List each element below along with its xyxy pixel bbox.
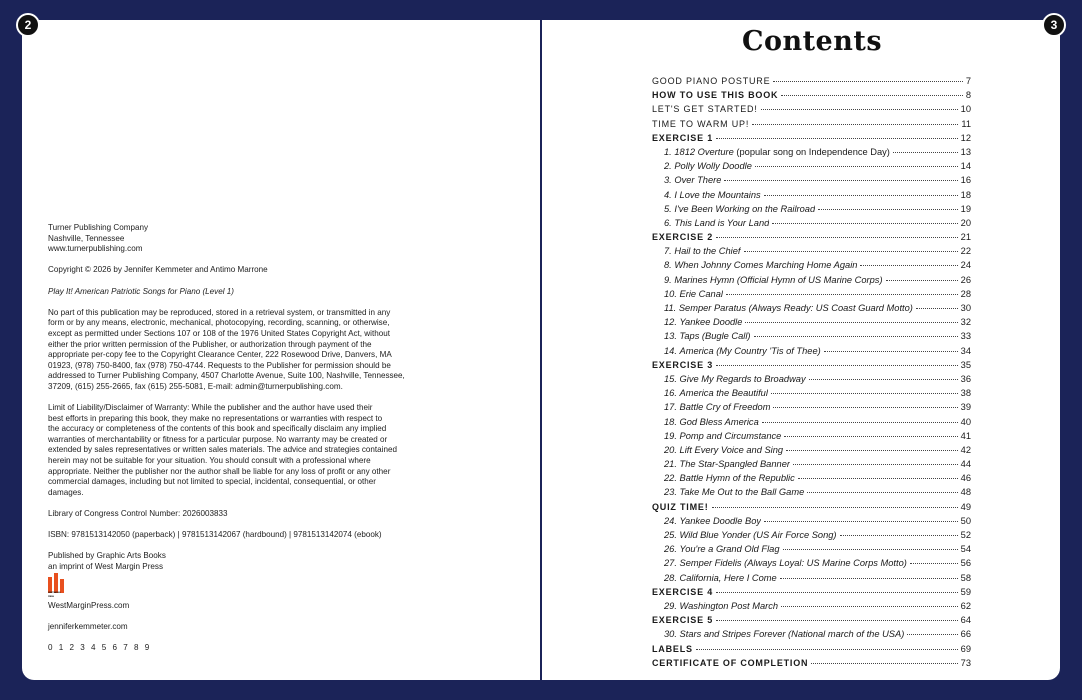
toc-song-number: 21. (664, 459, 677, 470)
right-page-number: 3 (1042, 13, 1066, 37)
toc-dot-leader (780, 578, 958, 579)
toc-page-number: 40 (960, 416, 971, 427)
toc-section-entry (652, 642, 971, 656)
toc-page-number: 20 (960, 217, 971, 228)
toc-entry-label (652, 329, 751, 343)
wmp-url: WestMarginPress.com (48, 600, 130, 610)
copyright-line: Copyright © 2026 by Jennifer Kemmeter and Antimo Marrone (48, 265, 268, 275)
rights-line: addressed to Turner Publishing Company, 4507 Charlotte Avenue, Suite 100, Nashville, Tennessee, (48, 371, 405, 381)
toc-song-entry (652, 485, 971, 499)
toc-song-title: Take Me Out to the Ball Game (679, 487, 805, 498)
toc-dot-leader (696, 649, 958, 650)
toc-song-entry (652, 627, 971, 641)
toc-song-title: America (My Country 'Tis of Thee) (679, 345, 821, 356)
toc-song-entry (652, 301, 971, 315)
toc-dot-leader (793, 464, 958, 465)
toc-song-number: 28. (664, 572, 677, 583)
toc-page-number: 18 (960, 189, 971, 200)
toc-song-entry (652, 329, 971, 343)
copyright-block (48, 223, 426, 654)
toc-dot-leader (824, 351, 958, 352)
isbn-line: ISBN: 9781513142050 (paperback) | 9781513142067 (hardbound) | 9781513142074 (ebook) (48, 530, 382, 540)
toc-song-title: Polly Wolly Doodle (674, 161, 752, 172)
toc-song-title: California, Here I Come (679, 572, 777, 583)
toc-entry-label (652, 514, 761, 528)
toc-song-title: Stars and Stripes Forever (National march of the USA) (679, 629, 905, 640)
toc-dot-leader (771, 393, 958, 394)
toc-dot-leader (716, 237, 958, 238)
toc-dot-leader (716, 138, 958, 139)
toc-entry-label (652, 528, 837, 542)
liability-line: extended by sales representatives or written sales materials. The advice and strategies contained (48, 445, 397, 455)
toc-song-number: 11. (664, 303, 677, 313)
toc-section-entry (652, 131, 971, 145)
toc-dot-leader (726, 294, 958, 295)
toc-entry-label (652, 188, 761, 202)
toc-song-entry (652, 216, 971, 230)
toc-song-title: 1812 Overture (674, 146, 734, 157)
toc-section-label: TIME TO WARM UP! (652, 118, 750, 129)
liability-line: best efforts in preparing this book, they make no representations or warranties with respect to (48, 413, 383, 423)
published-by: Published by Graphic Arts Books (48, 551, 166, 561)
toc-song-title: Pomp and Circumstance (679, 430, 782, 441)
toc-song-title: Lift Every Voice and Sing (679, 444, 784, 455)
toc-song-number: 10. (664, 288, 677, 299)
toc-song-number: 7. (664, 246, 672, 257)
toc-song-entry (652, 471, 971, 485)
toc-page-number: 52 (960, 530, 971, 540)
toc-dot-leader (886, 280, 958, 281)
publisher-name: Turner Publishing Company (48, 223, 149, 232)
toc-song-title: The Star-Spangled Banner (679, 459, 790, 470)
toc-song-entry (652, 258, 971, 272)
toc-section-label: EXERCISE 5 (652, 615, 714, 626)
toc-page-number: 44 (960, 459, 971, 470)
toc-dot-leader (781, 95, 962, 96)
toc-dot-leader (860, 265, 957, 266)
toc-song-entry (652, 400, 971, 414)
toc-song-entry (652, 202, 971, 216)
rights-line: 37209, (615) 255-2665, fax (615) 255-5081, E-mail: admin@turnerpublishing.com. (48, 381, 343, 391)
toc-page-number: 13 (960, 146, 971, 157)
toc-song-entry (652, 173, 971, 187)
liability-line: commercial damages, including but not limited to special, incidental, consequential, or other (48, 477, 376, 487)
rights-line: form or by any means, electronic, mechanical, photocopying, recording, scanning, or otherwise, (48, 318, 390, 328)
toc-song-number: 15. (664, 373, 677, 384)
toc-page-number: 59 (960, 586, 971, 597)
toc-page-number: 19 (960, 203, 971, 214)
toc-dot-leader (745, 322, 957, 323)
toc-page-number: 62 (960, 600, 971, 611)
toc-song-number: 24. (664, 515, 677, 526)
toc-song-title: Washington Post March (679, 600, 779, 611)
toc-entry-label (652, 386, 768, 400)
toc-song-entry (652, 372, 971, 386)
toc-page-number: 66 (960, 629, 971, 640)
toc-song-entry (652, 542, 971, 556)
toc-song-entry (652, 528, 971, 542)
toc-dot-leader (752, 124, 958, 125)
toc-song-number: 8. (664, 260, 672, 271)
toc-song-number: 18. (664, 416, 677, 427)
toc-section-entry (652, 585, 971, 599)
toc-song-entry (652, 145, 971, 159)
toc-page-number: 14 (960, 161, 971, 172)
toc-dot-leader (840, 535, 958, 536)
toc-entry-label (652, 443, 783, 457)
toc-song-title: You're a Grand Old Flag (679, 544, 780, 555)
toc-dot-leader (754, 336, 958, 337)
toc-dot-leader (761, 109, 958, 110)
toc-section-label: HOW TO USE THIS BOOK (652, 90, 779, 101)
toc-page-number: 35 (960, 359, 971, 370)
toc-page-number: 36 (960, 373, 971, 384)
toc-song-title: Semper Fidelis (Always Loyal: US Marine Corps Motto) (679, 558, 907, 569)
toc-dot-leader (783, 549, 958, 550)
toc-entry-label (652, 415, 759, 429)
toc-entry-label (652, 202, 815, 216)
toc-song-entry (652, 415, 971, 429)
toc-song-title: I Love the Mountains (674, 189, 761, 200)
toc-section-label: LABELS (652, 643, 693, 654)
liability-line: damages. (48, 487, 84, 497)
rights-line: except as permitted under Sections 107 or 108 of the 1976 United States Copyright Act, without (48, 328, 390, 338)
toc-song-entry (652, 244, 971, 258)
toc-entry-label (652, 315, 742, 329)
toc-entry-label (652, 556, 907, 570)
toc-entry-label (652, 542, 780, 556)
toc-dot-leader (716, 592, 958, 593)
toc-song-number: 2. (664, 161, 672, 172)
toc-section-entry (652, 500, 971, 514)
toc-song-number: 3. (664, 175, 672, 186)
toc-page-number: 28 (960, 288, 971, 299)
rights-line: appropriate per-copy fee to the Copyright Clearance Center, 222 Rosewood Drive, Danvers, MA (48, 350, 392, 360)
left-page-number: 2 (16, 13, 40, 37)
toc-song-title: This Land is Your Land (674, 217, 770, 228)
toc-entry-label (652, 571, 777, 585)
toc-entry-label (652, 159, 752, 173)
toc-section-label: CERTIFICATE OF COMPLETION (652, 657, 809, 668)
liability-line: herein may not be suitable for your situation. You should consult with a professional where (48, 456, 371, 466)
toc-section-label: LET'S GET STARTED! (652, 104, 758, 115)
toc-song-entry (652, 159, 971, 173)
toc-entry-label (652, 244, 741, 258)
toc-song-title: Semper Paratus (Always Ready: US Coast Guard Motto) (678, 303, 913, 313)
toc-page-number: 64 (960, 615, 971, 626)
liability-line: Limit of Liability/Disclaimer of Warranty: While the publisher and the author have used their (48, 403, 373, 413)
toc-song-title: Give My Regards to Broadway (679, 373, 806, 384)
toc-section-entry (652, 88, 971, 102)
table-of-contents (652, 74, 971, 670)
toc-page-number: 56 (960, 558, 971, 569)
toc-song-number: 5. (664, 203, 672, 214)
toc-entry-label (652, 344, 821, 358)
toc-section-label: QUIZ TIME! (652, 501, 709, 512)
rights-line: either the prior written permission of the Publisher, or authorization through payment of the (48, 339, 372, 349)
toc-song-entry (652, 556, 971, 570)
toc-section-label: EXERCISE 3 (652, 359, 714, 370)
book-title: Play It! American Patriotic Songs for Piano (Level 1) (48, 286, 234, 296)
toc-page-number: 50 (960, 515, 971, 526)
toc-section-label: GOOD PIANO POSTURE (652, 76, 771, 86)
toc-dot-leader (811, 663, 957, 664)
toc-entry-label (652, 216, 769, 230)
toc-dot-leader (755, 166, 958, 167)
toc-dot-leader (916, 308, 958, 309)
published-by-block (48, 551, 426, 572)
toc-entry-label (652, 457, 790, 471)
toc-dot-leader (744, 251, 958, 252)
liability-paragraph (48, 403, 426, 498)
toc-section-label: EXERCISE 4 (652, 586, 714, 597)
toc-page-number: 49 (960, 501, 971, 512)
toc-section-entry (652, 230, 971, 244)
toc-dot-leader (893, 152, 958, 153)
toc-song-number: 25. (664, 530, 677, 540)
contents-title: Contents (741, 26, 883, 57)
toc-dot-leader (907, 634, 957, 635)
toc-dot-leader (798, 478, 958, 479)
toc-dot-leader (764, 195, 958, 196)
toc-page-number: 73 (960, 657, 971, 668)
toc-song-entry (652, 188, 971, 202)
toc-song-entry (652, 273, 971, 287)
toc-dot-leader (818, 209, 958, 210)
toc-page-number: 42 (960, 444, 971, 455)
toc-dot-leader (716, 620, 958, 621)
toc-song-title: Yankee Doodle Boy (679, 515, 762, 526)
toc-page-number: 39 (960, 402, 971, 413)
toc-section-label: EXERCISE 2 (652, 232, 714, 243)
toc-page-number: 58 (960, 572, 971, 583)
toc-dot-leader (809, 379, 958, 380)
toc-song-title: Over There (674, 175, 722, 186)
toc-dot-leader (773, 407, 957, 408)
toc-page-number: 30 (960, 303, 971, 313)
toc-entry-label (652, 258, 857, 272)
toc-song-number: 17. (664, 402, 677, 413)
toc-page-number: 26 (960, 274, 971, 285)
toc-page-number: 12 (960, 132, 971, 143)
liability-line: appropriate. Neither the publisher nor the author shall be liable for any loss of profit or any other (48, 466, 391, 476)
toc-song-number: 19. (664, 430, 677, 441)
toc-entry-label (652, 400, 770, 414)
loc-number: Library of Congress Control Number: 2026003833 (48, 509, 228, 519)
toc-entry-label (652, 301, 913, 315)
toc-song-title: Yankee Doodle (679, 317, 743, 328)
toc-dot-leader (786, 450, 958, 451)
toc-entry-label (652, 145, 890, 159)
toc-song-number: 29. (664, 600, 677, 611)
toc-section-entry (652, 358, 971, 372)
publisher-city: Nashville, Tennessee (48, 233, 125, 243)
toc-entry-label (652, 273, 883, 287)
toc-song-title: God Bless America (679, 416, 759, 427)
toc-song-number: 26. (664, 544, 677, 555)
toc-dot-leader (724, 180, 957, 181)
toc-section-entry (652, 656, 971, 670)
logo-text: WEST MARGIN PRESS (48, 591, 61, 598)
toc-entry-label (652, 372, 806, 386)
toc-entry-label (652, 485, 804, 499)
toc-song-title: Taps (Bugle Call) (679, 331, 751, 342)
toc-page-number: 24 (960, 260, 971, 271)
toc-song-entry (652, 287, 971, 301)
toc-entry-label (652, 287, 723, 301)
toc-song-entry (652, 457, 971, 471)
toc-entry-label (652, 471, 795, 485)
west-margin-press-logo (48, 573, 64, 599)
author-url: jenniferkemmeter.com (48, 621, 128, 631)
toc-song-number: 27. (664, 558, 677, 569)
toc-page-number: 41 (960, 430, 971, 441)
toc-song-number: 6. (664, 217, 672, 228)
toc-song-title: Erie Canal (679, 288, 723, 299)
imprint-line: an imprint of West Margin Press (48, 562, 163, 571)
toc-section-entry (652, 102, 971, 116)
toc-song-title: Marines Hymn (Official Hymn of US Marine Corps) (674, 274, 883, 285)
toc-song-entry (652, 514, 971, 528)
liability-line: the accuracy or completeness of the contents of this book and specifically disclaim any implied (48, 424, 387, 434)
toc-song-number: 4. (664, 189, 672, 200)
toc-song-title: Battle Cry of Freedom (679, 402, 771, 413)
liability-line: warranties of merchantability or fitness for a particular purpose. No warranty may be created or (48, 434, 388, 444)
toc-song-number: 9. (664, 274, 672, 285)
toc-dot-leader (807, 492, 957, 493)
toc-section-label: EXERCISE 1 (652, 132, 714, 143)
toc-dot-leader (764, 521, 958, 522)
printing-line: 0 1 2 3 4 5 6 7 8 9 (48, 642, 152, 652)
toc-dot-leader (716, 365, 958, 366)
toc-song-entry (652, 344, 971, 358)
toc-song-title: Hail to the Chief (674, 246, 741, 257)
toc-song-title: America the Beautiful (679, 388, 768, 399)
toc-dot-leader (762, 422, 958, 423)
toc-dot-leader (772, 223, 957, 224)
toc-page-number: 34 (960, 345, 971, 356)
toc-dot-leader (910, 563, 958, 564)
toc-page-number: 33 (960, 331, 971, 342)
toc-section-entry (652, 613, 971, 627)
toc-page-number: 10 (960, 104, 971, 115)
toc-song-entry (652, 315, 971, 329)
publisher-address (48, 223, 426, 255)
toc-entry-label (652, 627, 904, 641)
toc-song-title: Wild Blue Yonder (US Air Force Song) (679, 530, 837, 540)
toc-song-entry (652, 571, 971, 585)
toc-song-title: I've Been Working on the Railroad (674, 203, 816, 214)
toc-page-number: 22 (960, 246, 971, 257)
toc-page-number: 48 (960, 487, 971, 498)
toc-song-entry (652, 429, 971, 443)
toc-section-entry (652, 74, 971, 88)
toc-page-number: 16 (960, 175, 971, 186)
toc-song-number: 22. (664, 473, 677, 484)
toc-page-number: 8 (965, 90, 971, 101)
toc-song-entry (652, 386, 971, 400)
rights-paragraph (48, 308, 426, 393)
toc-song-number: 12. (664, 317, 677, 328)
toc-entry-label (652, 173, 721, 187)
toc-song-subtitle: (popular song on Independence Day) (736, 146, 890, 157)
toc-dot-leader (773, 81, 962, 82)
toc-page-number: 21 (960, 232, 971, 243)
toc-page-number: 54 (960, 544, 971, 555)
toc-entry-label (652, 429, 781, 443)
toc-page-number: 38 (960, 388, 971, 399)
rights-line: No part of this publication may be reproduced, stored in a retrieval system, or transmitted in any (48, 307, 391, 317)
publisher-url: www.turnerpublishing.com (48, 244, 143, 254)
toc-page-number: 32 (960, 317, 971, 328)
rights-line: 01923, (978) 750-8400, fax (978) 750-4744. Requests to the Publisher for permission should be (48, 360, 391, 370)
toc-song-number: 30. (664, 629, 677, 640)
toc-page-number: 7 (965, 76, 971, 86)
toc-song-entry (652, 443, 971, 457)
toc-song-number: 20. (664, 444, 677, 455)
toc-entry-label (652, 599, 778, 613)
toc-song-number: 13. (664, 331, 677, 342)
toc-page-number: 46 (960, 473, 971, 484)
toc-page-number: 11 (961, 118, 971, 129)
toc-dot-leader (712, 507, 958, 508)
toc-song-number: 16. (664, 388, 677, 399)
toc-section-entry (652, 117, 971, 131)
toc-song-number: 1. (664, 146, 672, 157)
toc-song-title: When Johnny Comes Marching Home Again (674, 260, 858, 271)
toc-song-entry (652, 599, 971, 613)
toc-song-number: 23. (664, 487, 677, 498)
toc-song-number: 14. (664, 345, 677, 356)
toc-song-title: Battle Hymn of the Republic (679, 473, 795, 484)
toc-dot-leader (781, 606, 958, 607)
toc-page-number: 69 (960, 643, 971, 654)
toc-dot-leader (784, 436, 957, 437)
